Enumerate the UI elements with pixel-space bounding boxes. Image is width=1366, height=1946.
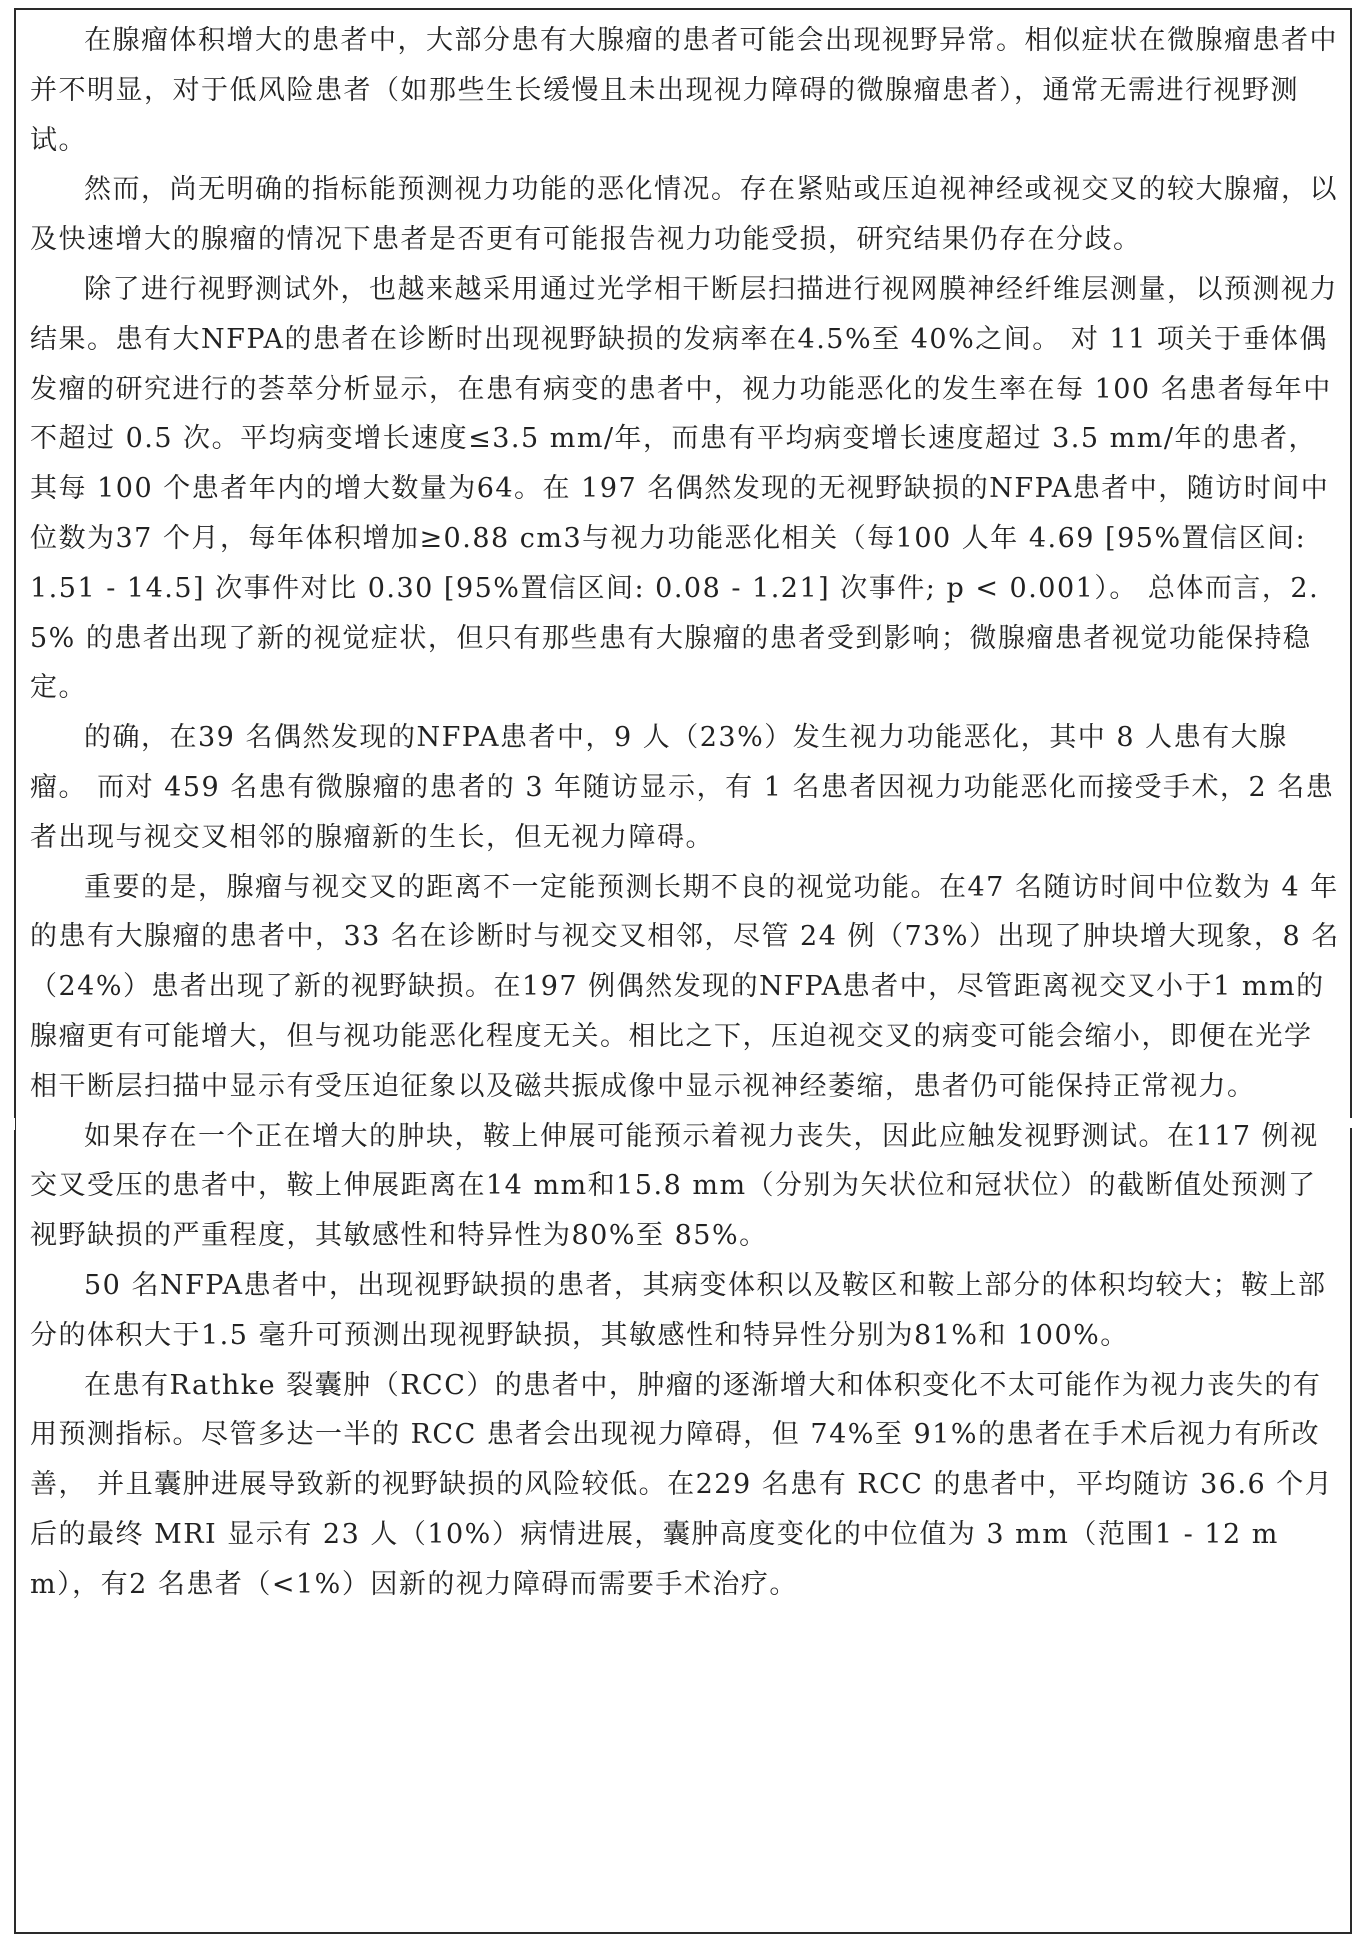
paragraph-oct-and-meta-analysis: 除了进行视野测试外，也越来越采用通过光学相干断层扫描进行视网膜神经纤维层测量，以预测视力结果。患有大NFPA的患者在诊断时出现视野缺损的发病率在4.5%至 40%之间。 对 11 项关于垂体偶发瘤的研究进行的荟萃分析显示，在患有病变的患者中，视力功能恶化的发生率在每 100 名患者每年中不超过 0.5 次。平均病变增长速度≤3.5 mm/年，而患有平均病变增长速度超过 3.5 mm/年的患者，其每 100 个患者年内的增大数量为64。在 197 名偶然发现的无视野缺损的NFPA患者中，随访时间中位数为37 个月，每年体积增加≥0.88 cm3与视力功能恶化相关（每100 人年 4.69 [95%置信区间: 1.51 - 14.5] 次事件对比 0.30 [95%置信区间: 0.08 - 1.21] 次事件; p < 0.001）。 总体而言，2.5% 的患者出现了新的视觉症状，但只有那些患有大腺瘤的患者受到影响；微腺瘤患者视觉功能保持稳定。 xyxy=(30,273,1338,704)
paragraph-suprasellar-volume: 50 名NFPA患者中，出现视野缺损的患者，其病变体积以及鞍区和鞍上部分的体积均较大；鞍上部分的体积大于1.5 毫升可预测出现视野缺损，其敏感性和特异性分别为81%和 100%。 xyxy=(30,1269,1327,1351)
paragraph-rathke-cleft-cyst: 在患有Rathke 裂囊肿（RCC）的患者中，肿瘤的逐渐增大和体积变化不太可能作为视力丧失的有用预测指标。尽管多达一半的 RCC 患者会出现视力障碍，但 74%至 91%的患者在手术后视力有所改善， 并且囊肿进展导致新的视野缺损的风险较低。在229 名患有 RCC 的患者中，平均随访 36.6 个月后的最终 MRI 显示有 23 人（10%）病情进展，囊肿高度变化的中位值为 3 mm（范围1 - 12 mm），有2 名患者（<1%）因新的视力障碍而需要手术治疗。 xyxy=(30,1369,1334,1600)
document-body xyxy=(30,16,1340,1610)
paragraph-chiasm-distance: 重要的是，腺瘤与视交叉的距离不一定能预测长期不良的视觉功能。在47 名随访时间中位数为 4 年的患有大腺瘤的患者中，33 名在诊断时与视交叉相邻，尽管 24 例（73%）出现了肿块增大现象，8 名（24%）患者出现了新的视野缺损。在197 例偶然发现的NFPA患者中，尽管距离视交叉小于1 mm的腺瘤更有可能增大，但与视功能恶化程度无关。相比之下，压迫视交叉的病变可能会缩小，即便在光学相干断层扫描中显示有受压迫征象以及磁共振成像中显示视神经萎缩，患者仍可能保持正常视力。 xyxy=(30,871,1340,1102)
scan-seam-left xyxy=(0,1118,15,1130)
paragraph-no-clear-predictor: 然而，尚无明确的指标能预测视力功能的恶化情况。存在紧贴或压迫视神经或视交叉的较大腺瘤，以及快速增大的腺瘤的情况下患者是否更有可能报告视力功能受损，研究结果仍存在分歧。 xyxy=(30,174,1338,256)
paragraph-suprasellar-extension: 如果存在一个正在增大的肿块，鞍上伸展可能预示着视力丧失，因此应触发视野测试。在117 例视交叉受压的患者中，鞍上伸展距离在14 mm和15.8 mm（分别为矢状位和冠状位）的截断值处预测了视野缺损的严重程度，其敏感性和特异性为80%至 85%。 xyxy=(30,1120,1319,1252)
paragraph-incidental-nfpa: 的确，在39 名偶然发现的NFPA患者中，9 人（23%）发生视力功能恶化，其中 8 人患有大腺瘤。 而对 459 名患有微腺瘤的患者的 3 年随访显示，有 1 名患者因视力功能恶化而接受手术，2 名患者出现与视交叉相邻的腺瘤新的生长，但无视力障碍。 xyxy=(30,722,1335,853)
scan-seam-right xyxy=(1340,1118,1366,1128)
paragraph-visual-field-abnormality: 在腺瘤体积增大的患者中，大部分患有大腺瘤的患者可能会出现视野异常。相似症状在微腺瘤患者中并不明显，对于低风险患者（如那些生长缓慢且未出现视力障碍的微腺瘤患者），通常无需进行视野测试。 xyxy=(30,25,1338,156)
